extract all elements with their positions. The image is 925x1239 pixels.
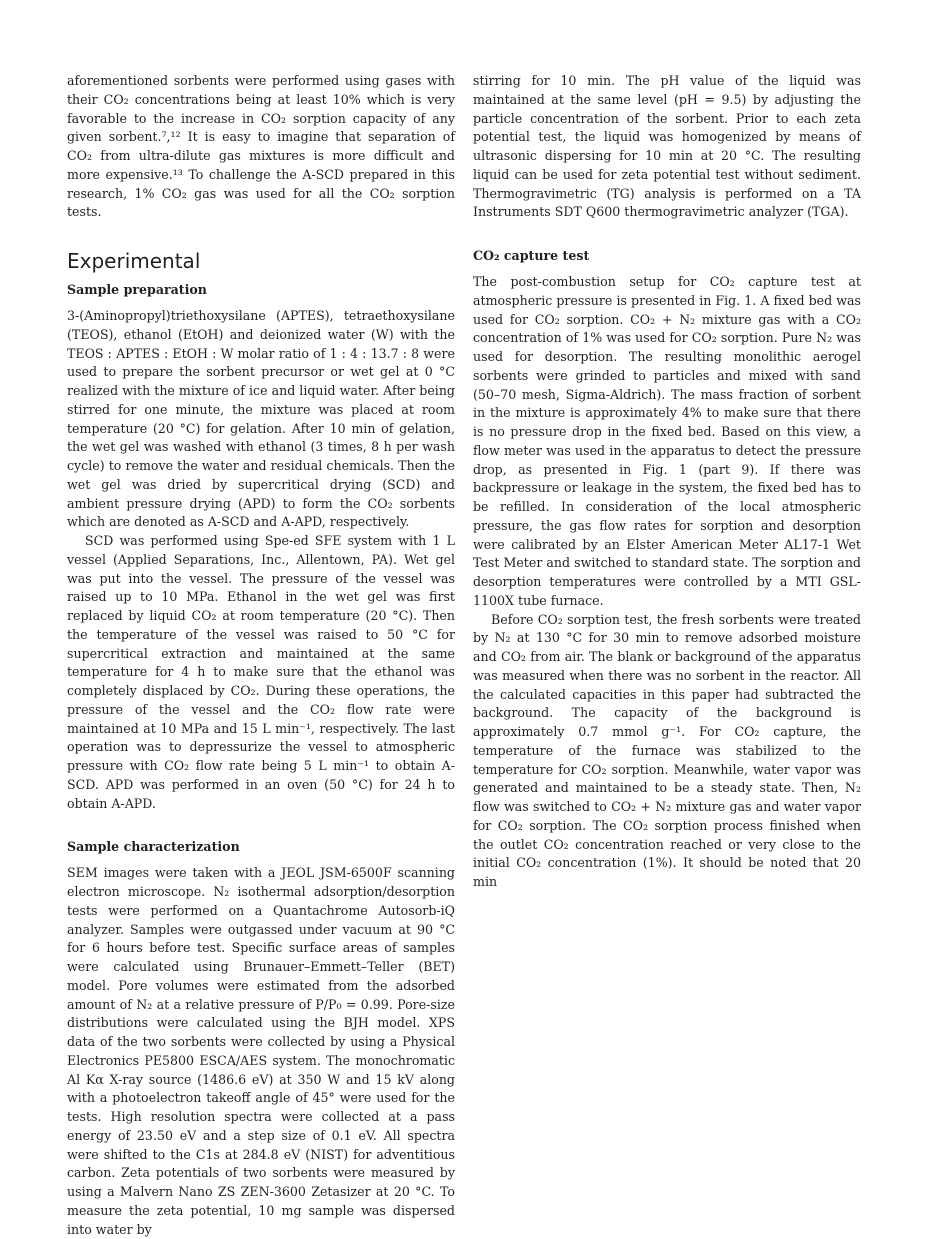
intro-paragraph: aforementioned sorbents were performed using gases with their CO₂ concentrations being at least 10% which is very favorable to the increase in CO₂ sorption capacity of any given sorbent.⁷,¹² It is easy to imagine that separation of CO₂ from ultra-dilute gas mixtures is more difficult and more expensive.¹³ To challenge the A-SCD prepared in this research, 1% CO₂ gas was used for all the CO₂ sorption tests. <box>67 73 455 220</box>
paragraph-sample-prep-2: SCD was performed using Spe-ed SFE system with 1 L vessel (Applied Separations, Inc., Allentown, PA). Wet gel was put into the vessel. The pressure of the vessel was raised up to 10 MPa. Ethanol in the wet gel was first replaced by liquid CO₂ at room temperature (20 °C). Then the temperature of the vessel was raised to 50 °C for supercritical extraction and maintained at the same temperature for 4 h to make sure that the ethanol was completely displaced by CO₂. During these operations, the pressure of the vessel and the CO₂ flow rate were maintained at 10 MPa and 15 L min⁻¹, respectively. The last operation was to depressurize the vessel to atmospheric pressure with CO₂ flow rate being 5 L min⁻¹ to obtain A-SCD. APD was performed in an oven (50 °C) for 24 h to obtain A-APD. <box>67 533 455 811</box>
heading-sample-preparation: Sample preparation <box>67 282 207 297</box>
paragraph-capture-1: The post-combustion setup for CO₂ capture test at atmospheric pressure is presented in Fig. 1. A fixed bed was used for CO₂ sorption. CO₂ + N₂ mixture gas with a CO₂ concentration of 1% was used for CO₂ sorption. Pure N₂ was used for desorption. The resulting monolithic aerogel sorbents were grinded to particles and mixed with sand (50–70 mesh, Sigma-Aldrich). The mass fraction of sorbent in the mixture is approximately 4% to make sure that there is no pressure drop in the fixed bed. Based on this view, a flow meter was used in the apparatus to detect the pressure drop, as presented in Fig. 1 (part 9). If there was backpressure or leakage in the system, the fixed bed has to be refilled. In consideration of the local atmospheric pressure, the gas flow rates for sorption and desorption were calibrated by an Elster American Meter AL17-1 Wet Test Meter and switched to standard state. The sorption and desorption temperatures were controlled by a MTI GSL-1100X tube furnace. <box>473 274 861 608</box>
continued-paragraph: stirring for 10 min. The pH value of the liquid was maintained at the same level (pH = 9.5) by adjusting the particle concentration of the sorbent. Prior to each zeta potential test, the liquid was homogenized by means of ultrasonic dispersing for 10 min at 20 °C. The resulting liquid can be used for zeta potential test without sediment. Thermogravimetric (TG) analysis is performed on a TA Instruments SDT Q600 thermogravimetric analyzer (TGA). <box>473 73 861 220</box>
section-title-experimental: Experimental <box>67 249 201 273</box>
paragraph-capture-2: Before CO₂ sorption test, the fresh sorbents were treated by N₂ at 130 °C for 30 min to remove adsorbed moisture and CO₂ from air. The blank or background of the apparatus was measured when there was no sorbent in the reactor. All the calculated capacities in this paper had subtracted the background. The capacity of the background is approximately 0.7 mmol g⁻¹. For CO₂ capture, the temperature of the furnace was stabilized to the temperature for CO₂ sorption. Meanwhile, water vapor was generated and maintained to be a steady state. Then, N₂ flow was switched to CO₂ + N₂ mixture gas and water vapor for CO₂ sorption. The CO₂ sorption process finished when the outlet CO₂ concentration reached or very close to the initial CO₂ concentration (1%). It should be noted that 20 min <box>473 611 861 889</box>
right-column <box>473 72 861 892</box>
heading-co2-capture-test: CO₂ capture test <box>473 248 590 263</box>
paragraph-sample-prep-1: 3-(Aminopropyl)triethoxysilane (APTES), tetraethoxysilane (TEOS), ethanol (EtOH) and deionized water (W) with the TEOS : APTES : EtOH : W molar ratio of 1 : 4 : 13.7 : 8 were used to prepare the sorbent precursor or wet gel at 0 °C realized with the mixture of ice and liquid water. After being stirred for one minute, the mixture was placed at room temperature (20 °C) for gelation. After 10 min of gelation, the wet gel was washed with ethanol (3 times, 8 h per wash cycle) to remove the water and residual chemicals. Then the wet gel was dried by supercritical drying (SCD) and ambient pressure drying (APD) to form the CO₂ sorbents which are denoted as A-SCD and A-APD, respectively. <box>67 308 455 530</box>
left-column <box>67 72 455 1239</box>
heading-sample-characterization: Sample characterization <box>67 839 240 855</box>
paragraph-sample-char-1: SEM images were taken with a JEOL JSM-6500F scanning electron microscope. N₂ isothermal adsorption/desorption tests were performed on a Quantachrome Autosorb-iQ analyzer. Samples were outgassed under vacuum at 90 °C for 6 hours before test. Specific surface areas of samples were calculated using Brunauer–Emmett–Teller (BET) model. Pore volumes were estimated from the adsorbed amount of N₂ at a relative pressure of P/P₀ = 0.99. Pore-size distributions were calculated using the BJH model. XPS data of the two sorbents were collected by using a Physical Electronics PE5800 ESCA/AES system. The monochromatic Al Kα X-ray source (1486.6 eV) at 350 W and 15 kV along with a photoelectron takeoff angle of 45° were used for the tests. High resolution spectra were collected at a pass energy of 23.50 eV and a step size of 0.1 eV. All spectra were shifted to the C1s at 284.8 eV (NIST) for adventitious carbon. Zeta potentials of two sorbents were measured by using a Malvern Nano ZS ZEN-3600 Zetasizer at 20 °C. To measure the zeta potential, 10 mg sample was dispersed into water by <box>67 865 455 1237</box>
